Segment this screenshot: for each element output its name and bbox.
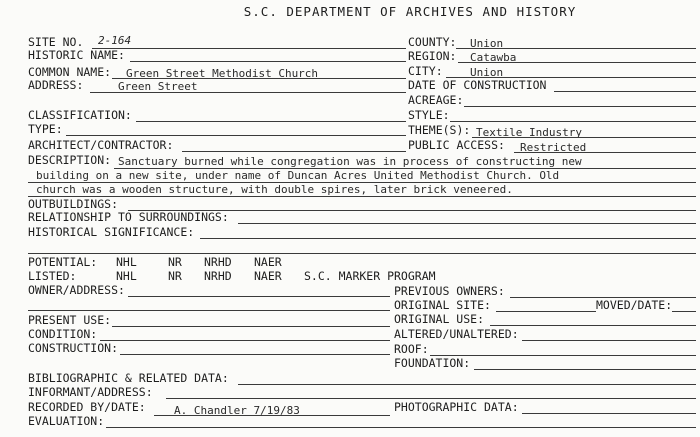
significance-label: HISTORICAL SIGNIFICANCE: (28, 225, 195, 239)
altered-label: ALTERED/UNALTERED: (394, 327, 519, 341)
original-use-line (490, 325, 696, 326)
potential-nrhd: NRHD (204, 255, 232, 269)
bibliographic-label: BIBLIOGRAPHIC & RELATED DATA: (28, 371, 229, 385)
informant-line (166, 398, 696, 399)
description-line-2: building on a new site, under name of Duncan Acres United Methodist Church. Old (36, 169, 560, 182)
form-header: S.C. DEPARTMENT OF ARCHIVES AND HISTORY (243, 4, 577, 19)
acreage-label: ACREAGE: (408, 93, 464, 107)
listed-label: LISTED: (28, 269, 77, 283)
relationship-line (238, 223, 696, 224)
potential-naer: NAER (254, 255, 282, 269)
themes-value: Textile Industry (476, 126, 582, 139)
acreage-line (464, 106, 696, 107)
date-label: DATE OF CONSTRUCTION (408, 78, 547, 92)
architect-label: ARCHITECT/CONTRACTOR: (28, 138, 174, 152)
county-label: COUNTY: (408, 35, 457, 49)
original-site-label: ORIGINAL SITE: (394, 298, 491, 312)
architect-line (182, 151, 406, 152)
style-label: STYLE: (408, 108, 450, 122)
city-label: CITY: (408, 64, 443, 78)
moved-date-label: MOVED/DATE: (596, 298, 673, 312)
owner-address-label: OWNER/ADDRESS: (28, 283, 125, 297)
description-line-3: church was a wooden structure, with double spires, later brick veneered. (36, 183, 513, 196)
themes-line (472, 137, 696, 138)
site-no-value: 2-164 (98, 34, 132, 47)
relationship-label: RELATIONSHIP TO SURROUNDINGS: (28, 210, 229, 224)
description-label: DESCRIPTION: (28, 153, 112, 167)
bibliographic-line (238, 384, 696, 385)
historic-name-label: HISTORIC NAME: (28, 48, 125, 62)
recorded-by-label: RECORDED BY/DATE: (28, 400, 146, 414)
roof-label: ROOF: (394, 342, 429, 356)
evaluation-label: EVALUATION: (28, 414, 105, 428)
listed-nhl: NHL (116, 269, 137, 283)
potential-nr: NR (168, 255, 182, 269)
owner-address-line-2 (28, 310, 390, 311)
foundation-label: FOUNDATION: (394, 356, 471, 370)
construction-label: CONSTRUCTION: (28, 341, 119, 355)
address-value: Green Street (118, 80, 198, 93)
potential-nhl: NHL (116, 255, 137, 269)
city-value: Union (470, 66, 504, 79)
condition-label: CONDITION: (28, 327, 98, 341)
photographic-line (522, 413, 696, 414)
significance-line-2 (28, 253, 696, 254)
owner-address-line (128, 296, 390, 297)
classification-label: CLASSIFICATION: (28, 108, 132, 122)
type-label: TYPE: (28, 122, 63, 136)
foundation-line (474, 369, 696, 370)
description-rule-3 (28, 196, 696, 197)
common-name-value: Green Street Methodist Church (126, 67, 319, 80)
common-name-line (112, 78, 406, 79)
site-no-line (92, 48, 406, 49)
themes-label: THEME(S): (408, 123, 471, 137)
public-access-value: Restricted (520, 141, 587, 154)
present-use-line (112, 326, 390, 327)
listed-nrhd: NRHD (204, 269, 232, 283)
photographic-label: PHOTOGRAPHIC DATA: (394, 400, 519, 414)
address-label: ADDRESS: (28, 78, 84, 92)
region-value: Catawba (470, 51, 517, 64)
county-line (456, 48, 696, 49)
evaluation-line (106, 427, 696, 428)
common-name-label: COMMON NAME: (28, 65, 112, 79)
historic-name-line (130, 61, 406, 62)
significance-line (200, 238, 696, 239)
style-line (450, 121, 696, 122)
public-access-label: PUBLIC ACCESS: (408, 138, 505, 152)
address-line (90, 92, 406, 93)
marker-program: S.C. MARKER PROGRAM (304, 269, 436, 283)
altered-line (522, 340, 696, 341)
present-use-label: PRESENT USE: (28, 313, 112, 327)
recorded-by-value: A. Chandler 7/19/83 (174, 404, 300, 417)
previous-owners-label: PREVIOUS OWNERS: (394, 284, 505, 298)
listed-nr: NR (168, 269, 182, 283)
original-use-label: ORIGINAL USE: (394, 312, 485, 326)
outbuildings-label: OUTBUILDINGS: (28, 197, 119, 211)
site-no-label: SITE NO. (28, 35, 84, 49)
recorded-by-line (154, 415, 390, 416)
classification-line (136, 121, 406, 122)
potential-label: POTENTIAL: (28, 255, 98, 269)
date-line (554, 91, 696, 92)
public-access-line (514, 152, 696, 153)
condition-line (100, 340, 390, 341)
region-line (458, 62, 696, 63)
description-line-1: Sanctuary burned while congregation was in process of constructing new (118, 155, 582, 168)
county-value: Union (470, 37, 504, 50)
type-line (66, 135, 406, 136)
informant-label: INFORMANT/ADDRESS: (28, 385, 153, 399)
region-label: REGION: (408, 49, 457, 63)
construction-line (120, 354, 390, 355)
listed-naer: NAER (254, 269, 282, 283)
